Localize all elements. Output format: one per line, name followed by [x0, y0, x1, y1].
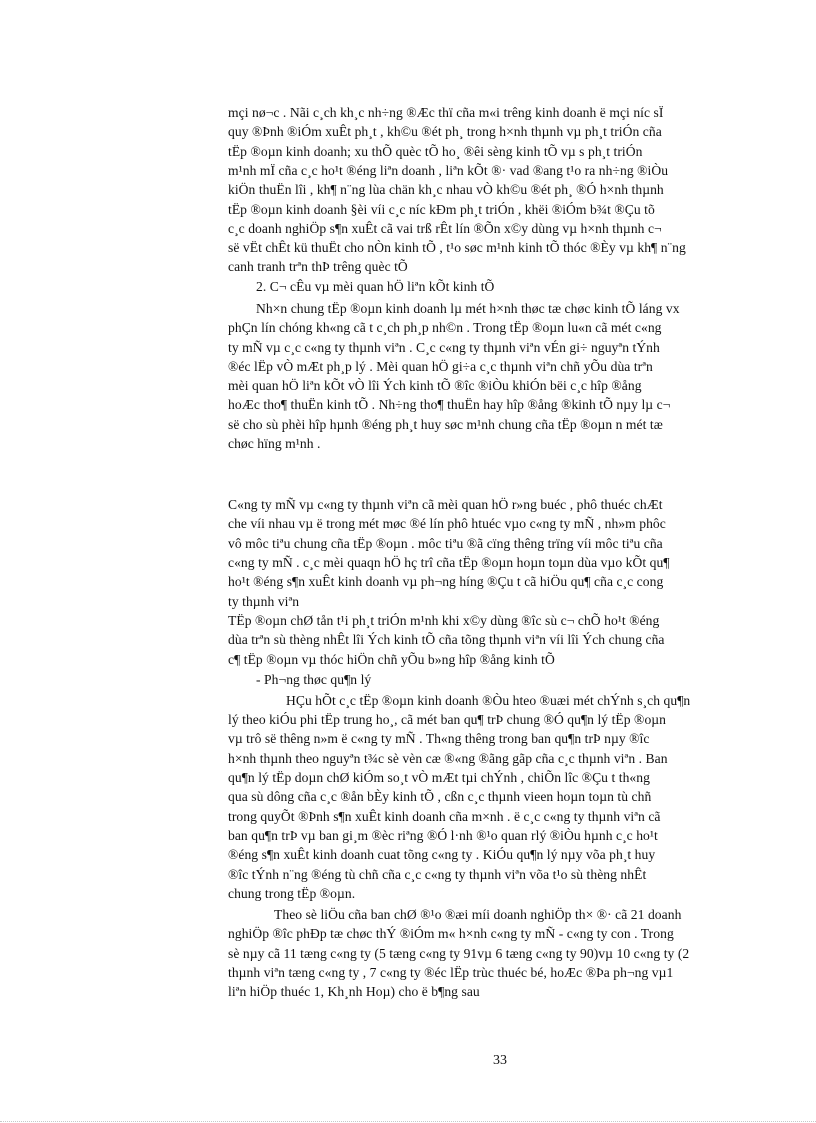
text-line: mèi quan hÖ liªn kÕt vÒ lîi Ých kinh tÕ ®îc ®iÒu khiÓn bëi c¸c hîp ®ång [228, 378, 642, 393]
text-line: dùa trªn sù thèng nhÊt lîi Ých kinh tÕ cña tõng thµnh viªn víi lîi Ých chung cña [228, 632, 665, 647]
text-line: C«ng ty mÑ vµ c«ng ty thµnh viªn cã mèi quan hÖ r»ng buéc , phô thuéc chÆt [228, 497, 663, 512]
text-line: ho¹t ®éng s¶n xuÊt kinh doanh vµ ph¬ng híng ®Çu t cã hiÖu qu¶ cña c¸c cong [228, 574, 664, 589]
text-line: phÇn lín chóng kh«ng cã t c¸ch ph¸p nh©n . Trong tËp ®oµn lu«n cã mét c«ng [228, 320, 662, 335]
text-line: TËp ®oµn chØ tån t¹i ph¸t triÓn m¹nh khi x©y dùng ®îc sù c¬ chÕ ho¹t ®éng [228, 613, 660, 628]
text-line: chung trong tËp ®oµn. [228, 886, 356, 901]
text-line: canh tranh trªn thÞ trêng quèc tÕ [228, 259, 408, 274]
subsection-heading: - Ph¬ng thøc qu¶n lý [256, 672, 372, 687]
text-line: liªn hiÖp thuéc 1, Kh¸nh Hoµ) cho ë b¶ng sau [228, 984, 480, 999]
text-line: Nh×n chung tËp ®oµn kinh doanh lµ mét h×nh thøc tæ chøc kinh tÕ láng vx [256, 301, 680, 316]
text-line: thµnh viªn tæng c«ng ty , 7 c«ng ty ®éc lËp trùc thuéc bé, hoÆc ®Þa ph¬ng vµ1 [228, 965, 674, 980]
text-line: c¶ tËp ®oµn vµ thóc hiÖn chñ yÕu b»ng hîp ®ång kinh tÕ [228, 652, 555, 667]
text-line: tËp ®oµn kinh doanh; xu thÕ quèc tÕ ho¸ ®êi sèng kinh tÕ vµ s ph¸t triÓn [228, 144, 643, 159]
text-line: Theo sè liÖu cña ban chØ ®¹o ®æi míi doanh nghiÖp th× ®· cã 21 doanh [274, 907, 682, 922]
text-line: HÇu hÕt c¸c tËp ®oµn kinh doanh ®Òu hteo ®uæi mét chÝnh s¸ch qu¶n [286, 693, 691, 708]
text-line: së vËt chÊt kü thuËt cho nÒn kinh tÕ , t¹o søc m¹nh kinh tÕ thóc ®Èy vµ kh¶ n¨ng [228, 240, 686, 255]
section-heading: 2. C¬ cÊu vµ mèi quan hÖ liªn kÕt kinh tÕ [256, 279, 495, 294]
text-line: quy ®Þnh ®iÓm xuÊt ph¸t , kh©u ®ét ph¸ trong h×nh thµnh vµ ph¸t triÓn cña [228, 124, 662, 139]
text-line: qua sù dông cña c¸c ®ån bÈy kinh tÕ , cßn c¸c thµnh vieen hoµn toµn tù chñ [228, 789, 652, 804]
text-line: lý theo kiÓu phi tËp trung ho¸, cã mét ban qu¶ trÞ chung ®Ó qu¶n lý tËp ®oµn [228, 712, 667, 727]
text-line: c¸c doanh nghiÖp s¶n xuÊt cã vai trß rÊt lín ®Õn x©y dùng vµ h×nh thµnh c¬ [228, 221, 662, 236]
text-line: ban qu¶n trÞ vµ ban gi¸m ®èc riªng ®Ó l·nh ®¹o quan rlý ®iÒu hµnh c¸c ho¹t [228, 828, 658, 843]
text-line: c«ng ty mÑ . c¸c mèi quaqn hÖ hç trî cña tËp ®oµn hoµn toµn dùa vµo kÕt qu¶ [228, 555, 670, 570]
text-line: ty thµnh viªn [228, 594, 300, 609]
text-line: ®éng s¶n xuÊt kinh doanh cuat tõng c«ng ty . KiÓu qu¶n lý nµy võa ph¸t huy [228, 847, 656, 862]
text-line: kiÖn thuËn lîi , kh¶ n¨ng lùa chän kh¸c nhau vÒ kh©u ®ét ph¸ ®Ó h×nh thµnh [228, 182, 664, 197]
text-line: tËp ®oµn kinh doanh §èi víi c¸c níc kÐm ph¸t triÓn , khëi ®iÓm b¾t ®Çu tõ [228, 202, 655, 217]
text-line: trong quyÕt ®Þnh s¶n xuÊt kinh doanh cña m×nh . ë c¸c c«ng ty thµnh viªn cã [228, 809, 661, 824]
text-line: qu¶n lý tËp doµn chØ kiÓm so¸t vÒ mÆt tµi chÝnh , chiÕn lîc ®Çu t th«ng [228, 770, 650, 785]
text-line: ty mÑ vµ c¸c c«ng ty thµnh viªn . C¸c c«ng ty thµnh viªn vÉn gi÷ nguyªn tÝnh [228, 340, 660, 355]
text-line: vµ trô së thêng n»m ë c«ng ty mÑ . Th«ng thêng trong ban qu¶n trÞ nµy ®îc [228, 731, 650, 746]
text-line: m¹nh mÏ cña c¸c ho¹t ®éng liªn doanh , liªn kÕt ®· vad ®ang t¹o ra nh÷ng ®iÒu [228, 163, 669, 178]
text-line: chøc hïng m¹nh . [228, 436, 321, 451]
text-line: nghiÖp ®îc phÐp tæ chøc thÝ ®iÓm m« h×nh c«ng ty mÑ - c«ng ty con . Trong [228, 926, 674, 941]
text-line: h×nh thµnh theo nguyªn t¾c sè vèn cæ ®«ng ®ãng gãp cña c¸c thµnh viªn . Ban [228, 751, 668, 766]
text-line: vô môc tiªu chung cña tËp ®oµn . môc tiªu ®ã cïng thêng trïng víi môc tiªu cña [228, 536, 663, 551]
text-line: mçi nø¬c . Nãi c¸ch kh¸c nh÷ng ®Æc thï cña m«i trêng kinh doanh ë mçi níc sÏ [228, 105, 664, 120]
text-line: ®îc tÝnh n¨ng ®éng tù chñ cña c¸c c«ng ty thµnh viªn võa t¹o sù thèng nhÊt [228, 867, 647, 882]
text-line: sè nµy cã 11 tæng c«ng ty (5 tæng c«ng ty 91vµ 6 tæng c«ng ty 90)vµ 10 c«ng ty (2 [228, 946, 690, 961]
text-line: che víi nhau vµ ë trong mét møc ®é lín phô htuéc vµo c«ng ty mÑ , nh»m phôc [228, 516, 666, 531]
page-number: 33 [493, 1053, 507, 1068]
text-line: hoÆc tho¶ thuËn kinh tÕ . Nh÷ng tho¶ thuËn hay hîp ®ång ®kinh tÕ nµy lµ c¬ [228, 397, 671, 412]
footer-divider [0, 1121, 816, 1122]
text-line: ®éc lËp vÒ mÆt ph¸p lý . Mèi quan hÖ gi÷a c¸c thµnh viªn chñ yÕu dùa trªn [228, 359, 653, 374]
text-line: së cho sù phèi hîp hµnh ®éng ph¸t huy søc m¹nh chung cña tËp ®oµn n mét tæ [228, 417, 663, 432]
